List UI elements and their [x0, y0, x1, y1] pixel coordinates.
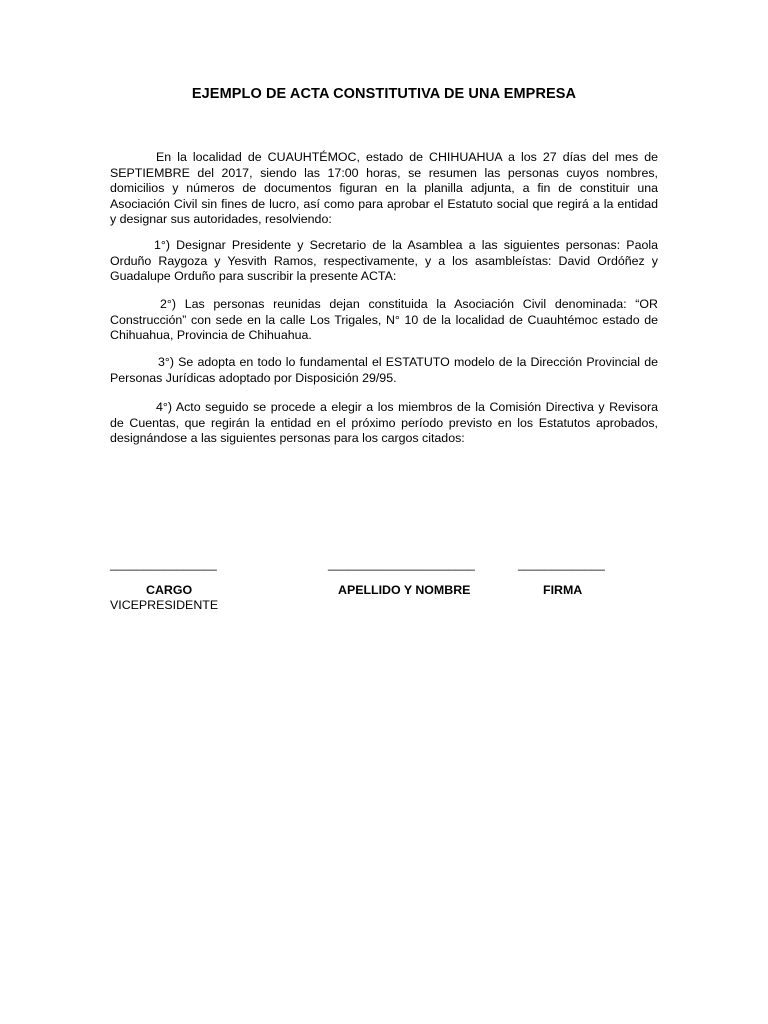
paragraph-resolution-1: 1°) Designar Presidente y Secretario de la Asamblea a las siguientes personas: Paola Orduño Raygoza y Yesvith Ramos, respectivamente, y a los asambleístas: David Ordóñez y Guadalupe Orduño para suscribir la presente ACTA: — [110, 238, 658, 284]
paragraph-resolution-4: 4°) Acto seguido se procede a elegir a los miembros de la Comisión Directiva y Revisora de Cuentas, que regirán la entidad en el próximo período previsto en los Estatutos aprobados, designándose a las siguientes personas para los cargos citados: — [110, 400, 658, 446]
cargo-value: VICEPRESIDENTE — [110, 598, 219, 612]
signature-line-firma: _____________ — [518, 557, 605, 571]
column-header-cargo: CARGO — [146, 583, 193, 597]
column-header-apellido-nombre: APELLIDO Y NOMBRE — [338, 583, 471, 597]
column-header-firma: FIRMA — [543, 583, 583, 597]
signature-line-nombre: ______________________ — [328, 557, 475, 571]
paragraph-intro: En la localidad de CUAUHTÉMOC, estado de CHIHUAHUA a los 27 días del mes de SEPTIEMBRE del 2017, siendo las 17:00 horas, se resumen las personas cuyos nombres, domicilios y números de documentos figuran en la planilla adjunta, a fin de constituir una Asociación Civil sin fines de lucro, así como para aprobar el Estatuto social que regirá a la entidad y designar sus autoridades, resolviendo: — [110, 150, 658, 227]
document-title: EJEMPLO DE ACTA CONSTITUTIVA DE UNA EMPRESA — [191, 86, 577, 102]
paragraph-resolution-2: 2°) Las personas reunidas dejan constituida la Asociación Civil denominada: “OR Construcción” con sede en la calle Los Trigales, N° 10 de la localidad de Cuauhtémoc estado de Chihuahua, Provincia de Chihuahua. — [110, 297, 658, 343]
signature-line-cargo: ________________ — [110, 557, 217, 571]
paragraph-resolution-3: 3°) Se adopta en todo lo fundamental el ESTATUTO modelo de la Dirección Provincial de Personas Jurídicas adoptado por Disposición 29/95. — [110, 355, 658, 385]
